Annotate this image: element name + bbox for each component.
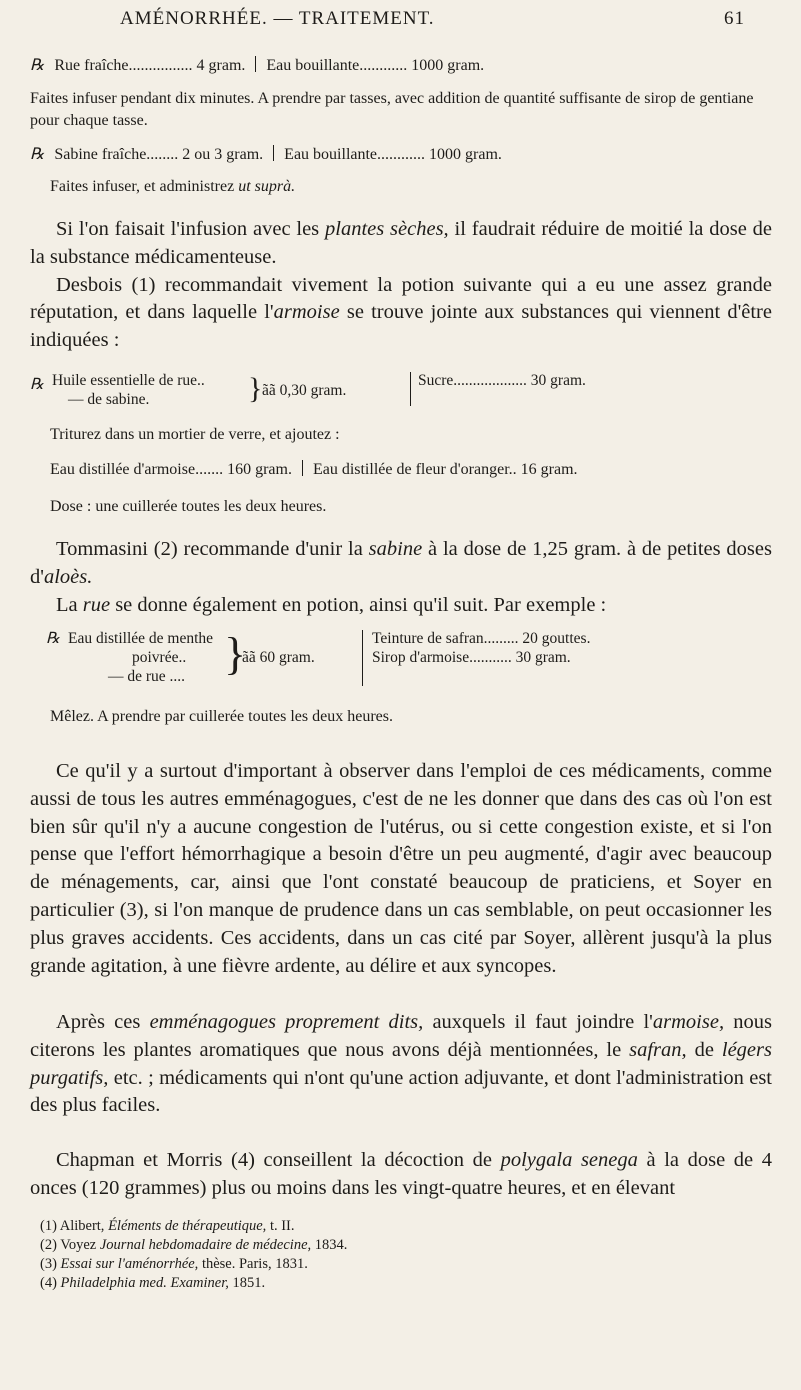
book-page: AMÉNORRHÉE. — TRAITEMENT. 61 ℞ Rue fraîche................ 4 gram. Eau bouillante............ 1000 gram. Faites infuser pendant dix minutes. A prendre par tasses, avec addition de quantité suffisante de sirop de gentiane pour chaque tasse. ℞ Sabine fraîche........ 2 ou 3 gram. Eau bouillante............ 1000 gram. Faites infuser, et administrez ut suprà. Si l'on faisait l'infusion avec les plantes sèches, il faudrait réduire de moitié la dose de la substance médicamenteuse. Desbois (1) recommandait vivement la potion suivante qui a eu une assez grande réputation, et dans laquelle l'armoise se trouve jointe aux substances qui viennent d'être indiquées : ℞ Huile essentielle de rue.. — de sabine. } ãã 0,30 gram. Sucre................... 30 gram. Triturez dans un mortier de verre, et ajoutez : Eau distillée d'armoise....... 160 gram. Eau distillée de fleur d'oranger.. 16 gram. Dose : une cuillerée toutes les deux heures. Tommasini (2) recommande d'unir la sabine à la dose de 1,25 gram. à de petites doses d'aloès. La rue se donne également en potion, ainsi qu'il suit. Par exemple : ℞ Eau distillée de menthe poivrée.. — de rue .... } ãã 60 gram. Teinture de safran......... 20 gouttes. Sirop d'armoise........... 30 gram. Mêlez. A prendre par cuillerée toutes les deux heures. Ce qu'il y a surtout d'important à observer dans l'emploi de ces médicaments, comme aussi de tous les autres emménagogues, c'est de ne les donner que dans des cas où l'on est bien sûr qu'il n'y a aucune congestion de l'utérus, ou si cette congestion existe, et si l'on pense que l'effort hémorrhagique a besoin d'être un peu augmenté, d'agir avec beaucoup de ménagements, car, ainsi que l'ont constaté beaucoup de praticiens, et Soyer en particulier (3), si l'on manque de prudence dans un cas semblable, on peut occasionner les plus graves accidents. Ces accidents, dans un cas cité par Soyer, allèrent jusqu'à la plus grande agitation, à une fièvre ardente, au délire et aux syncopes. Après ces emménagogues proprement dits, auxquels il faut joindre l'armoise, nous citerons les plantes aromatiques que nous avons déjà mentionnées, le safran, de légers purgatifs, etc. ; médicaments qui n'ont qu'une action adjuvante, et dont l'administration est des plus faciles. Chapman et Morris (4) conseillent la décoction de polygala senega à la dose de 4 onces (120 grammes) plus ou moins dans les vingt-quatre heures, et en élevant (1) Alibert, Éléments de thérapeutique, t. II. (2) Voyez Journal hebdomadaire de médecine, 1834. (3) Essai sur l'aménorrhée, thèse. Paris, 1831. (4) Philadelphia med. Examiner, 1851. bbox=[30, 8, 773, 1291]
prescription-right: Eau bouillante............ 1000 gram. bbox=[284, 146, 502, 163]
instruction-1: Faites infuser pendant dix minutes. A prendre par tasses, avec addition de quantité suffisante de sirop de gentiane pour chaque tasse. bbox=[30, 90, 754, 129]
paragraph-2: Tommasini (2) recommande d'unir la sabine à la dose de 1,25 gram. à de petites doses d'aloès. La rue se donne également en potion, ainsi qu'il suit. Par exemple : bbox=[30, 538, 772, 616]
paragraph-3: Ce qu'il y a surtout d'important à observer dans l'emploi de ces médicaments, comme aussi de tous les autres emménagogues, c'est de ne les donner que dans des cas où l'on est bien sûr qu'il n'y a aucune congestion de l'utérus, ou si cette congestion existe, et si l'on pense que l'effort hémorrhagique a besoin d'être un peu augmenté, d'agir avec beaucoup de ménagements, car, ainsi que l'ont constaté beaucoup de praticiens, et Soyer en particulier (3), si l'on manque de prudence dans un cas semblable, on peut occasionner les plus graves accidents. Ces accidents, dans un cas cité par Soyer, allèrent jusqu'à la plus grande agitation, à une fièvre ardente, au délire et aux syncopes. bbox=[30, 760, 772, 977]
recipe-symbol: ℞ bbox=[30, 146, 45, 163]
prescription-rue bbox=[30, 55, 484, 75]
running-header bbox=[120, 8, 745, 30]
paragraph-1: Si l'on faisait l'infusion avec les plantes sèches, il faudrait réduire de moitié la dose de la substance médicamenteuse. Desbois (1) recommandait vivement la potion suivante qui a eu une assez grande réputation, et dans laquelle l'armoise se trouve jointe aux substances qui viennent d'être indiquées : bbox=[30, 218, 772, 352]
paragraph-5: Chapman et Morris (4) conseillent la décoction de polygala senega à la dose de 4 onces (120 grammes) plus ou moins dans les vingt-quatre heures, et en élevant bbox=[30, 1149, 772, 1199]
page-number: 61 bbox=[724, 8, 745, 29]
footnote-3: (3) Essai sur l'aménorrhée, thèse. Paris, 1831. bbox=[40, 1256, 308, 1272]
instruction-5: Mêlez. A prendre par cuillerée toutes les deux heures. bbox=[50, 708, 393, 725]
paragraph-4: Après ces emménagogues proprement dits, auxquels il faut joindre l'armoise, nous citerons les plantes aromatiques que nous avons déjà mentionnées, le safran, de légers purgatifs, etc. ; médicaments qui n'ont qu'une action adjuvante, et dont l'administration est des plus faciles. bbox=[30, 1011, 773, 1117]
instruction-2: Faites infuser, et administrez ut suprà. bbox=[50, 178, 296, 195]
prescription-right: Eau bouillante............ 1000 gram. bbox=[266, 57, 485, 74]
prescription-left: Sabine fraîche........ 2 ou 3 gram. bbox=[54, 146, 264, 163]
instruction-4: Dose : une cuillerée toutes les deux heures. bbox=[50, 498, 327, 515]
prescription-left: Rue fraîche................ 4 gram. bbox=[54, 57, 246, 74]
instruction-3: Triturez dans un mortier de verre, et ajoutez : bbox=[50, 426, 340, 443]
page-title: AMÉNORRHÉE. — TRAITEMENT. bbox=[120, 8, 435, 29]
footnote-2: (2) Voyez Journal hebdomadaire de médecine, 1834. bbox=[40, 1237, 348, 1253]
footnote-4: (4) Philadelphia med. Examiner, 1851. bbox=[40, 1275, 266, 1291]
prescription-sabine bbox=[30, 144, 502, 164]
recipe-symbol: ℞ bbox=[30, 57, 45, 74]
footnote-1: (1) Alibert, Éléments de thérapeutique, t. II. bbox=[40, 1218, 295, 1234]
prescription-armoise: Eau distillée d'armoise....... 160 gram. Eau distillée de fleur d'oranger.. 16 gram. bbox=[50, 461, 578, 478]
